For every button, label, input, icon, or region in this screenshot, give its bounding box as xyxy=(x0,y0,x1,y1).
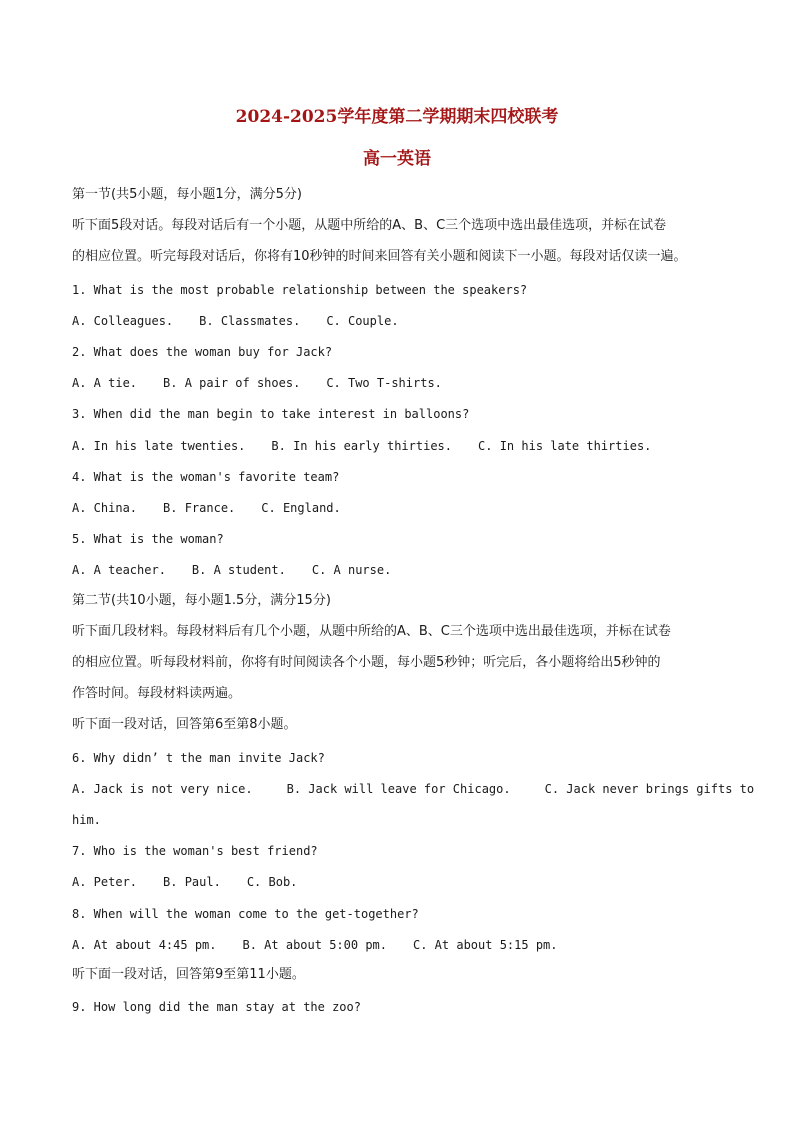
question-3-stem: 3. When did the man begin to take interest in balloons? xyxy=(72,407,470,421)
option-c: C. Bob. xyxy=(246,875,298,889)
section1-heading: 第一节(共5小题，每小题1分，满分5分) xyxy=(72,187,302,202)
group2-intro: 听下面一段对话，回答第9至第11小题。 xyxy=(72,967,305,982)
group1-intro: 听下面一段对话，回答第6至第8小题。 xyxy=(72,717,297,732)
section1-instruction-line1: 听下面5段对话。每段对话后有一个小题，从题中所给的A、B、C三个选项中选出最佳选项，并标在试卷 xyxy=(72,218,667,233)
option-c: C. Two T-shirts. xyxy=(326,376,442,390)
section2-heading: 第二节(共10小题，每小题1.5分，满分15分) xyxy=(72,593,331,608)
option-c: C. Couple. xyxy=(326,314,399,328)
option-b: B. France. xyxy=(163,501,236,515)
option-a: A. Peter. xyxy=(72,875,138,889)
section2-instruction-line2: 的相应位置。听每段材料前，你将有时间阅读各个小题，每小题5秒钟；听完后，各小题将给出5秒钟的 xyxy=(72,655,661,670)
question-7-stem: 7. Who is the woman's best friend? xyxy=(72,844,318,858)
question-5-options xyxy=(72,561,732,579)
question-8-options xyxy=(72,936,732,954)
question-1-stem: 1. What is the most probable relationship between the speakers? xyxy=(72,283,528,297)
option-c: C. In his late thirties. xyxy=(478,439,652,453)
option-b: B. Paul. xyxy=(163,875,221,889)
option-b: B. Jack will leave for Chicago. xyxy=(286,782,511,796)
section1-instruction-line2: 的相应位置。听完每段对话后，你将有10秒钟的时间来回答有关小题和阅读下一小题。每段对话仅读一遍。 xyxy=(72,249,687,264)
option-c: C. At about 5:15 pm. xyxy=(413,938,558,952)
question-4-stem: 4. What is the woman's favorite team? xyxy=(72,470,340,484)
section2-instruction-line1: 听下面几段材料。每段材料后有几个小题，从题中所给的A、B、C三个选项中选出最佳选项，并标在试卷 xyxy=(72,624,671,639)
option-c: C. Jack never brings gifts to xyxy=(544,782,755,796)
exam-title: 2024-2025学年度第二学期期末四校联考 xyxy=(235,107,559,127)
question-6-option-c-continued: him. xyxy=(72,813,101,827)
option-b: B. Classmates. xyxy=(199,314,301,328)
question-1-options xyxy=(72,312,732,330)
question-9-stem: 9. How long did the man stay at the zoo? xyxy=(72,1000,361,1014)
question-2-options xyxy=(72,374,732,392)
option-b: B. At about 5:00 pm. xyxy=(242,938,387,952)
question-2-stem: 2. What does the woman buy for Jack? xyxy=(72,345,333,359)
option-c: C. England. xyxy=(261,501,341,515)
question-6-stem: 6. Why didn’ t the man invite Jack? xyxy=(72,751,325,765)
question-5-stem: 5. What is the woman? xyxy=(72,532,224,546)
question-4-options xyxy=(72,499,732,517)
option-c: C. A nurse. xyxy=(311,563,392,577)
option-a: A. In his late twenties. xyxy=(72,439,246,453)
option-a: A. Jack is not very nice. xyxy=(72,782,253,796)
option-b: B. In his early thirties. xyxy=(271,439,453,453)
section2-instruction-line3: 作答时间。每段材料读两遍。 xyxy=(72,686,242,701)
question-3-options xyxy=(72,437,732,455)
option-a: A. At about 4:45 pm. xyxy=(72,938,217,952)
option-a: A. A tie. xyxy=(72,376,138,390)
option-a: A. A teacher. xyxy=(72,563,166,577)
option-a: A. China. xyxy=(72,501,138,515)
question-6-options xyxy=(72,780,755,798)
option-b: B. A student. xyxy=(191,563,286,577)
question-7-options xyxy=(72,873,732,891)
option-b: B. A pair of shoes. xyxy=(163,376,301,390)
question-8-stem: 8. When will the woman come to the get-together? xyxy=(72,907,419,921)
option-a: A. Colleagues. xyxy=(72,314,174,328)
exam-subject: 高一英语 xyxy=(363,149,431,169)
